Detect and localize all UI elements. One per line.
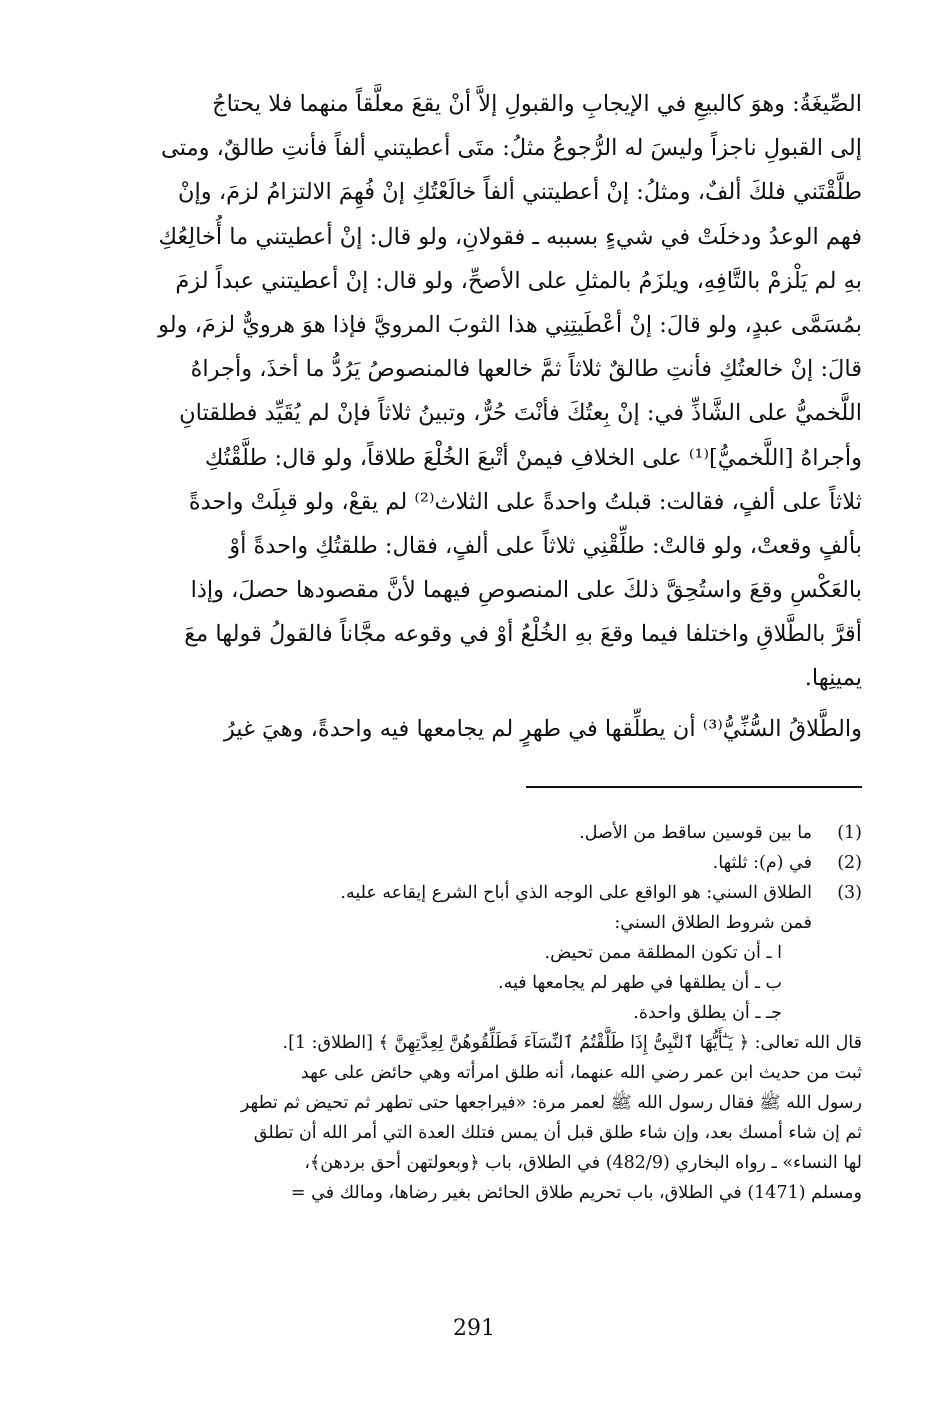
footnote-text: في (م): ثلثها.: [712, 853, 812, 873]
footnote-3-line: ثم إن شاء أمسك بعد، وإن شاء طلق قبل أن يمس فتلك العدة التي أمر الله أن تطلق: [253, 1123, 862, 1143]
footnote-3-quran-quote: قال الله تعالى: ﴿ يَـٰٓأَيُّهَا ٱلنَّبِىُّ إِذَا طَلَّقْتُمُ ٱلنِّسَآءَ فَطَلِّقُوهُنَّ لِعِدَّتِهِنَّ ﴾ [الطلاق: 1].: [282, 1033, 862, 1053]
footnote-text: الطلاق السني: هو الواقع على الوجه الذي أباح الشرع إيقاعه عليه.: [340, 883, 812, 903]
main-text: [96, 82, 862, 751]
footnote-separator: [526, 786, 862, 788]
text-line: اللَّخميُّ على الشَّاذِّ في: إنْ بِعتُكَ فأنْتَ حُرٌّ، وتبينُ ثلاثاً فإنْ لم يُقَيِّد فطلقتانِ: [179, 400, 862, 427]
text-line: وأجراهُ [اللَّخميُّ]⁽¹⁾ على الخلافِ فيمنْ أتْبعَ الخُلْعَ طلاقاً، ولو قال: طلَّقْتُكِ: [204, 444, 862, 471]
text-line: ثلاثاً على ألفٍ، فقالت: قبلتُ واحدةً على الثلاث⁽²⁾ لم يقعْ، ولو قبِلَتْ واحدةً: [188, 488, 862, 515]
text-line: بمُسَمَّى عبدٍ، ولو قالَ: إنْ أعْطَيتِنِي هذا الثوبَ المرويَّ فإذا هوَ هرويٌّ لزمَ، ولو: [158, 311, 862, 338]
footnote-3-item: ا ـ أن تكون المطلقة ممن تحيض.: [544, 943, 782, 963]
footnote-3-line: ومسلم (1471) في الطلاق، باب تحريم طلاق الحائض بغير رضاها، ومالك في =: [290, 1183, 862, 1203]
footnote-3-line: رسول الله ﷺ فقال رسول الله ﷺ لعمر مرة: «فيراجعها حتى تطهر ثم تحيض ثم تطهر: [240, 1093, 862, 1113]
footnote-3-intro: فمن شروط الطلاق السني:: [614, 913, 812, 933]
text-line: بالعَكْسِ وقعَ واستُحِقَّ ذلكَ على المنصوصِ فيهما لأنَّ مقصودها حصلَ، وإذا: [190, 577, 862, 604]
page-number: 291: [453, 1316, 495, 1341]
text-line: أقرَّ بالطَّلاقِ واختلفا فيما وقعَ بهِ الخُلْعُ أوْ في وقوعه مجَّاناً فالقولُ قولها معَ: [184, 621, 862, 648]
text-line: إلى القبولِ ناجزاً وليسَ له الرُّجوعُ مثلُ: متَى أعطيتني ألفاً فأنتِ طالقٌ، ومتى: [161, 135, 862, 162]
footnotes: [96, 818, 862, 1208]
text-line: فهم الوعدُ ودخلَتْ في شيءٍ بسببه ـ فقولانِ، ولو قال: إنْ أعطيتني ما أُخالِعُكِ: [158, 223, 862, 250]
footnote-3-item: ب ـ أن يطلقها في طهر لم يجامعها فيه.: [498, 973, 782, 993]
paragraph-sunni-divorce: والطَّلاقُ السُّنِّيُّ⁽³⁾ أن يطلِّقها في طهرٍ لم يجامعها فيه واحدةً، وهيَ غيرُ: [223, 715, 862, 742]
footnote-3-item: جـ ـ أن يطلق واحدة.: [633, 1003, 782, 1023]
footnote-number: (1): [837, 823, 862, 843]
text-line: بهِ لم يَلْزمْ بالتَّافِهِ، ويلزَمُ بالمثلِ على الأصحِّ، ولو قال: إنْ أعطيتني عبداً لزمَ: [175, 267, 862, 294]
text-line: طلَّقْتَني فلكَ ألفٌ، ومثلُ: إنْ أعطيتني ألفاً خالَعْتُكِ إنْ فُهِمَ الالتزامُ لزمَ، وإنْ: [178, 179, 862, 206]
text-line: الصِّيغَةُ: وهوَ كالبيعِ في الإيجابِ والقبولِ إلاَّ أنْ يقعَ معلَّقاً منهما فلا يحتاجُ: [212, 91, 862, 117]
footnote-2: [96, 848, 862, 878]
text-line: قالَ: إنْ خالعتُكِ فأنتِ طالقٌ ثلاثاً ثمَّ خالعها فالمنصوصُ يَرُدُّ ما أخذَ، وأجراهُ: [190, 356, 862, 383]
footnote-3-line: لها النساء» ـ رواه البخاري (482/9) في الطلاق، باب ﴿وبعولتهن أحق بردهن﴾،: [304, 1153, 862, 1173]
text-line: يمينِها.: [804, 665, 862, 692]
footnote-3-line: ثبت من حديث ابن عمر رضي الله عنهما، أنه طلق امرأته وهي حائض على عهد: [300, 1063, 862, 1083]
footnote-1: [96, 818, 862, 848]
footnote-3: [96, 878, 862, 908]
footnote-number: (3): [837, 883, 862, 903]
footnote-number: (2): [837, 853, 862, 873]
text-line: بألفٍ وقعتْ، ولو قالتْ: طلِّقْنِي ثلاثاً على ألفٍ، فقال: طلقتُكِ واحدةً أوْ: [229, 532, 862, 559]
footnote-text: ما بين قوسين ساقط من الأصل.: [579, 823, 812, 843]
